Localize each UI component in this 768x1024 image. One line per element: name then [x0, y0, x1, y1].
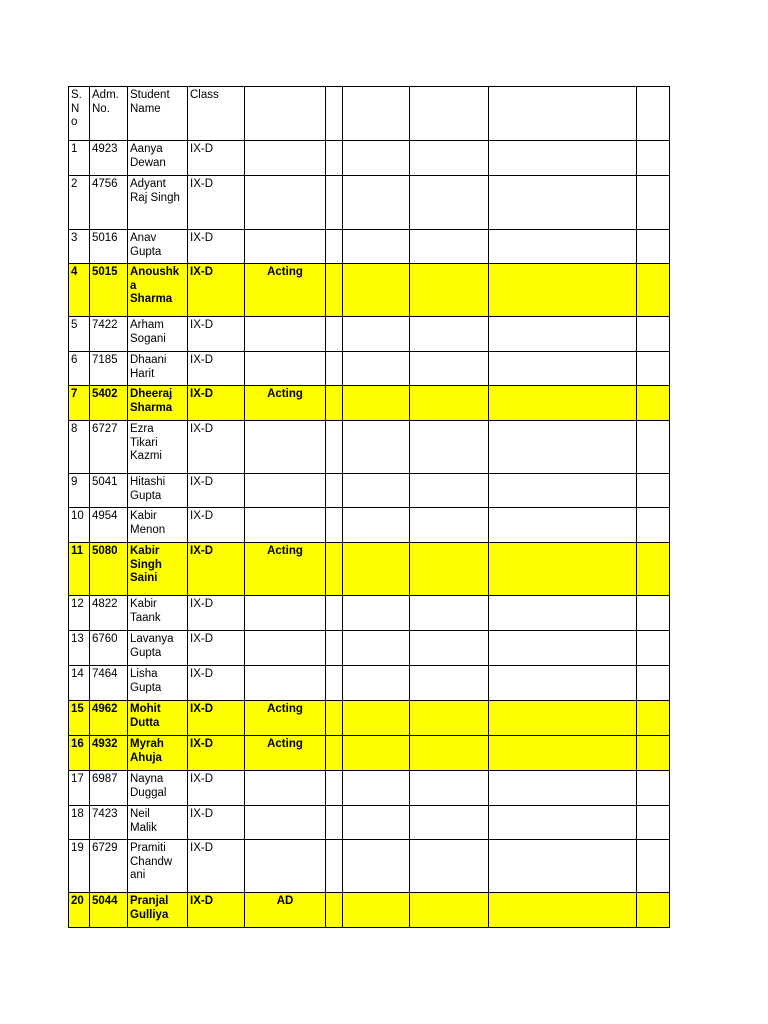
cell-empty-col-6	[326, 421, 343, 474]
cell-student-name: Kabir Taank	[128, 596, 188, 631]
cell-empty-col-8	[410, 508, 489, 543]
cell-empty-col-6	[326, 666, 343, 701]
cell-class: IX-D	[188, 141, 245, 176]
cell-class: IX-D	[188, 474, 245, 508]
cell-empty-col-10	[637, 386, 670, 421]
cell-adm-no: 5402	[90, 386, 128, 421]
cell-adm-no: 4923	[90, 141, 128, 176]
cell-empty-col-9	[489, 474, 637, 508]
cell-class: IX-D	[188, 264, 245, 317]
cell-empty-col-7	[343, 701, 410, 736]
cell-empty-col-6	[326, 176, 343, 230]
header-class: Class	[188, 87, 245, 141]
table-row	[69, 386, 670, 421]
cell-student-name: Kabir Singh Saini	[128, 543, 188, 596]
cell-empty-col-7	[343, 666, 410, 701]
cell-empty-col-10	[637, 806, 670, 840]
cell-sno: 17	[69, 771, 90, 806]
cell-sno: 1	[69, 141, 90, 176]
cell-student-name: Dheeraj Sharma	[128, 386, 188, 421]
header-empty-col-6	[326, 87, 343, 141]
header-sno: S. N o	[69, 87, 90, 141]
cell-activity-note	[245, 352, 326, 386]
table-row	[69, 806, 670, 840]
cell-empty-col-9	[489, 386, 637, 421]
cell-class: IX-D	[188, 386, 245, 421]
cell-sno: 4	[69, 264, 90, 317]
table-row	[69, 230, 670, 264]
cell-student-name: Aanya Dewan	[128, 141, 188, 176]
cell-sno: 5	[69, 317, 90, 352]
cell-empty-col-10	[637, 176, 670, 230]
cell-activity-note: Acting	[245, 264, 326, 317]
cell-empty-col-7	[343, 508, 410, 543]
cell-empty-col-10	[637, 317, 670, 352]
cell-activity-note	[245, 666, 326, 701]
cell-empty-col-7	[343, 474, 410, 508]
cell-activity-note: AD	[245, 893, 326, 928]
cell-empty-col-10	[637, 264, 670, 317]
cell-empty-col-8	[410, 421, 489, 474]
cell-class: IX-D	[188, 736, 245, 771]
cell-empty-col-6	[326, 631, 343, 666]
cell-empty-col-7	[343, 230, 410, 264]
cell-empty-col-7	[343, 543, 410, 596]
cell-activity-note	[245, 421, 326, 474]
cell-empty-col-8	[410, 596, 489, 631]
cell-empty-col-7	[343, 840, 410, 893]
cell-empty-col-9	[489, 840, 637, 893]
header-empty-col-8	[410, 87, 489, 141]
cell-empty-col-9	[489, 596, 637, 631]
cell-empty-col-10	[637, 701, 670, 736]
table-row	[69, 701, 670, 736]
cell-activity-note	[245, 474, 326, 508]
cell-student-name: Ezra Tikari Kazmi	[128, 421, 188, 474]
student-table	[68, 86, 670, 928]
cell-adm-no: 6727	[90, 421, 128, 474]
cell-activity-note	[245, 806, 326, 840]
cell-empty-col-7	[343, 264, 410, 317]
table-row	[69, 352, 670, 386]
cell-empty-col-9	[489, 806, 637, 840]
cell-empty-col-8	[410, 893, 489, 928]
cell-class: IX-D	[188, 893, 245, 928]
cell-activity-note	[245, 176, 326, 230]
cell-sno: 18	[69, 806, 90, 840]
cell-empty-col-8	[410, 736, 489, 771]
cell-empty-col-7	[343, 596, 410, 631]
cell-adm-no: 7422	[90, 317, 128, 352]
cell-empty-col-9	[489, 264, 637, 317]
cell-activity-note	[245, 631, 326, 666]
cell-adm-no: 6987	[90, 771, 128, 806]
cell-sno: 2	[69, 176, 90, 230]
table-row	[69, 596, 670, 631]
cell-class: IX-D	[188, 352, 245, 386]
cell-adm-no: 5044	[90, 893, 128, 928]
cell-empty-col-10	[637, 141, 670, 176]
cell-empty-col-6	[326, 701, 343, 736]
table-row	[69, 474, 670, 508]
cell-empty-col-10	[637, 771, 670, 806]
cell-class: IX-D	[188, 701, 245, 736]
cell-student-name: Mohit Dutta	[128, 701, 188, 736]
cell-empty-col-10	[637, 840, 670, 893]
cell-empty-col-10	[637, 596, 670, 631]
cell-adm-no: 6760	[90, 631, 128, 666]
cell-empty-col-9	[489, 421, 637, 474]
cell-adm-no: 4962	[90, 701, 128, 736]
cell-adm-no: 4822	[90, 596, 128, 631]
cell-empty-col-8	[410, 631, 489, 666]
cell-empty-col-8	[410, 264, 489, 317]
cell-class: IX-D	[188, 176, 245, 230]
cell-empty-col-10	[637, 230, 670, 264]
cell-class: IX-D	[188, 840, 245, 893]
table-row	[69, 666, 670, 701]
table-row	[69, 508, 670, 543]
cell-empty-col-6	[326, 230, 343, 264]
cell-class: IX-D	[188, 771, 245, 806]
header-adm: Adm. No.	[90, 87, 128, 141]
cell-activity-note	[245, 840, 326, 893]
cell-empty-col-6	[326, 141, 343, 176]
cell-empty-col-9	[489, 893, 637, 928]
cell-class: IX-D	[188, 631, 245, 666]
cell-empty-col-9	[489, 508, 637, 543]
cell-class: IX-D	[188, 806, 245, 840]
cell-sno: 10	[69, 508, 90, 543]
cell-empty-col-7	[343, 317, 410, 352]
cell-activity-note: Acting	[245, 543, 326, 596]
cell-adm-no: 7423	[90, 806, 128, 840]
cell-empty-col-10	[637, 508, 670, 543]
cell-sno: 16	[69, 736, 90, 771]
cell-adm-no: 5041	[90, 474, 128, 508]
cell-student-name: Pramiti Chandw ani	[128, 840, 188, 893]
header-empty-col-7	[343, 87, 410, 141]
cell-activity-note	[245, 771, 326, 806]
cell-empty-col-8	[410, 317, 489, 352]
cell-activity-note	[245, 508, 326, 543]
cell-activity-note	[245, 230, 326, 264]
cell-empty-col-8	[410, 543, 489, 596]
cell-student-name: Kabir Menon	[128, 508, 188, 543]
cell-empty-col-6	[326, 840, 343, 893]
cell-empty-col-6	[326, 893, 343, 928]
cell-adm-no: 7185	[90, 352, 128, 386]
cell-empty-col-6	[326, 736, 343, 771]
cell-empty-col-8	[410, 771, 489, 806]
cell-empty-col-9	[489, 176, 637, 230]
table-row	[69, 421, 670, 474]
cell-empty-col-6	[326, 317, 343, 352]
cell-class: IX-D	[188, 596, 245, 631]
cell-sno: 12	[69, 596, 90, 631]
cell-empty-col-10	[637, 421, 670, 474]
table-row	[69, 631, 670, 666]
cell-student-name: Hitashi Gupta	[128, 474, 188, 508]
cell-empty-col-7	[343, 736, 410, 771]
cell-empty-col-9	[489, 141, 637, 176]
cell-empty-col-9	[489, 771, 637, 806]
cell-activity-note	[245, 141, 326, 176]
cell-empty-col-6	[326, 386, 343, 421]
cell-empty-col-8	[410, 840, 489, 893]
cell-adm-no: 5080	[90, 543, 128, 596]
cell-adm-no: 5015	[90, 264, 128, 317]
cell-empty-col-6	[326, 352, 343, 386]
cell-class: IX-D	[188, 508, 245, 543]
cell-adm-no: 4756	[90, 176, 128, 230]
cell-class: IX-D	[188, 543, 245, 596]
cell-student-name: Pranjal Gulliya	[128, 893, 188, 928]
header-empty-col-9	[489, 87, 637, 141]
cell-student-name: Neil Malik	[128, 806, 188, 840]
cell-empty-col-9	[489, 631, 637, 666]
cell-sno: 8	[69, 421, 90, 474]
cell-empty-col-9	[489, 701, 637, 736]
table-row	[69, 736, 670, 771]
cell-empty-col-7	[343, 893, 410, 928]
cell-empty-col-9	[489, 317, 637, 352]
cell-empty-col-7	[343, 386, 410, 421]
cell-activity-note: Acting	[245, 701, 326, 736]
cell-sno: 3	[69, 230, 90, 264]
cell-empty-col-8	[410, 474, 489, 508]
cell-empty-col-6	[326, 771, 343, 806]
cell-empty-col-8	[410, 141, 489, 176]
cell-sno: 11	[69, 543, 90, 596]
cell-sno: 9	[69, 474, 90, 508]
cell-empty-col-8	[410, 701, 489, 736]
cell-empty-col-10	[637, 666, 670, 701]
cell-empty-col-6	[326, 543, 343, 596]
cell-student-name: Adyant Raj Singh	[128, 176, 188, 230]
cell-class: IX-D	[188, 317, 245, 352]
cell-sno: 13	[69, 631, 90, 666]
cell-empty-col-6	[326, 806, 343, 840]
cell-class: IX-D	[188, 230, 245, 264]
cell-sno: 6	[69, 352, 90, 386]
cell-student-name: Anav Gupta	[128, 230, 188, 264]
cell-class: IX-D	[188, 666, 245, 701]
cell-empty-col-8	[410, 386, 489, 421]
cell-empty-col-10	[637, 631, 670, 666]
table-row	[69, 840, 670, 893]
cell-empty-col-6	[326, 474, 343, 508]
cell-empty-col-7	[343, 771, 410, 806]
header-empty-col-10	[637, 87, 670, 141]
table-body	[69, 87, 670, 928]
cell-empty-col-8	[410, 352, 489, 386]
table-row	[69, 264, 670, 317]
cell-empty-col-9	[489, 543, 637, 596]
table-row	[69, 317, 670, 352]
cell-adm-no: 6729	[90, 840, 128, 893]
cell-sno: 19	[69, 840, 90, 893]
cell-student-name: Dhaani Harit	[128, 352, 188, 386]
cell-sno: 20	[69, 893, 90, 928]
cell-sno: 15	[69, 701, 90, 736]
cell-empty-col-6	[326, 264, 343, 317]
cell-student-name: Nayna Duggal	[128, 771, 188, 806]
table-row	[69, 141, 670, 176]
cell-student-name: Lavanya Gupta	[128, 631, 188, 666]
table-row	[69, 543, 670, 596]
cell-sno: 7	[69, 386, 90, 421]
cell-empty-col-7	[343, 421, 410, 474]
table-row	[69, 176, 670, 230]
cell-empty-col-9	[489, 352, 637, 386]
cell-adm-no: 4932	[90, 736, 128, 771]
cell-empty-col-8	[410, 806, 489, 840]
cell-empty-col-6	[326, 596, 343, 631]
cell-empty-col-9	[489, 230, 637, 264]
table-row	[69, 893, 670, 928]
cell-adm-no: 5016	[90, 230, 128, 264]
cell-empty-col-7	[343, 352, 410, 386]
cell-student-name: Myrah Ahuja	[128, 736, 188, 771]
cell-class: IX-D	[188, 421, 245, 474]
cell-student-name: Arham Sogani	[128, 317, 188, 352]
header-name: Student Name	[128, 87, 188, 141]
cell-adm-no: 7464	[90, 666, 128, 701]
cell-empty-col-10	[637, 893, 670, 928]
cell-empty-col-10	[637, 543, 670, 596]
header-row	[69, 87, 670, 141]
cell-empty-col-10	[637, 352, 670, 386]
cell-adm-no: 4954	[90, 508, 128, 543]
cell-empty-col-10	[637, 736, 670, 771]
cell-empty-col-9	[489, 666, 637, 701]
cell-sno: 14	[69, 666, 90, 701]
header-empty-col-5	[245, 87, 326, 141]
cell-empty-col-7	[343, 176, 410, 230]
cell-empty-col-7	[343, 631, 410, 666]
cell-empty-col-8	[410, 666, 489, 701]
cell-empty-col-6	[326, 508, 343, 543]
cell-student-name: Anoushk a Sharma	[128, 264, 188, 317]
cell-empty-col-7	[343, 806, 410, 840]
cell-empty-col-8	[410, 230, 489, 264]
cell-empty-col-8	[410, 176, 489, 230]
cell-activity-note	[245, 317, 326, 352]
table-row	[69, 771, 670, 806]
cell-empty-col-9	[489, 736, 637, 771]
cell-activity-note	[245, 596, 326, 631]
cell-empty-col-7	[343, 141, 410, 176]
cell-empty-col-10	[637, 474, 670, 508]
cell-activity-note: Acting	[245, 736, 326, 771]
cell-student-name: Lisha Gupta	[128, 666, 188, 701]
cell-activity-note: Acting	[245, 386, 326, 421]
